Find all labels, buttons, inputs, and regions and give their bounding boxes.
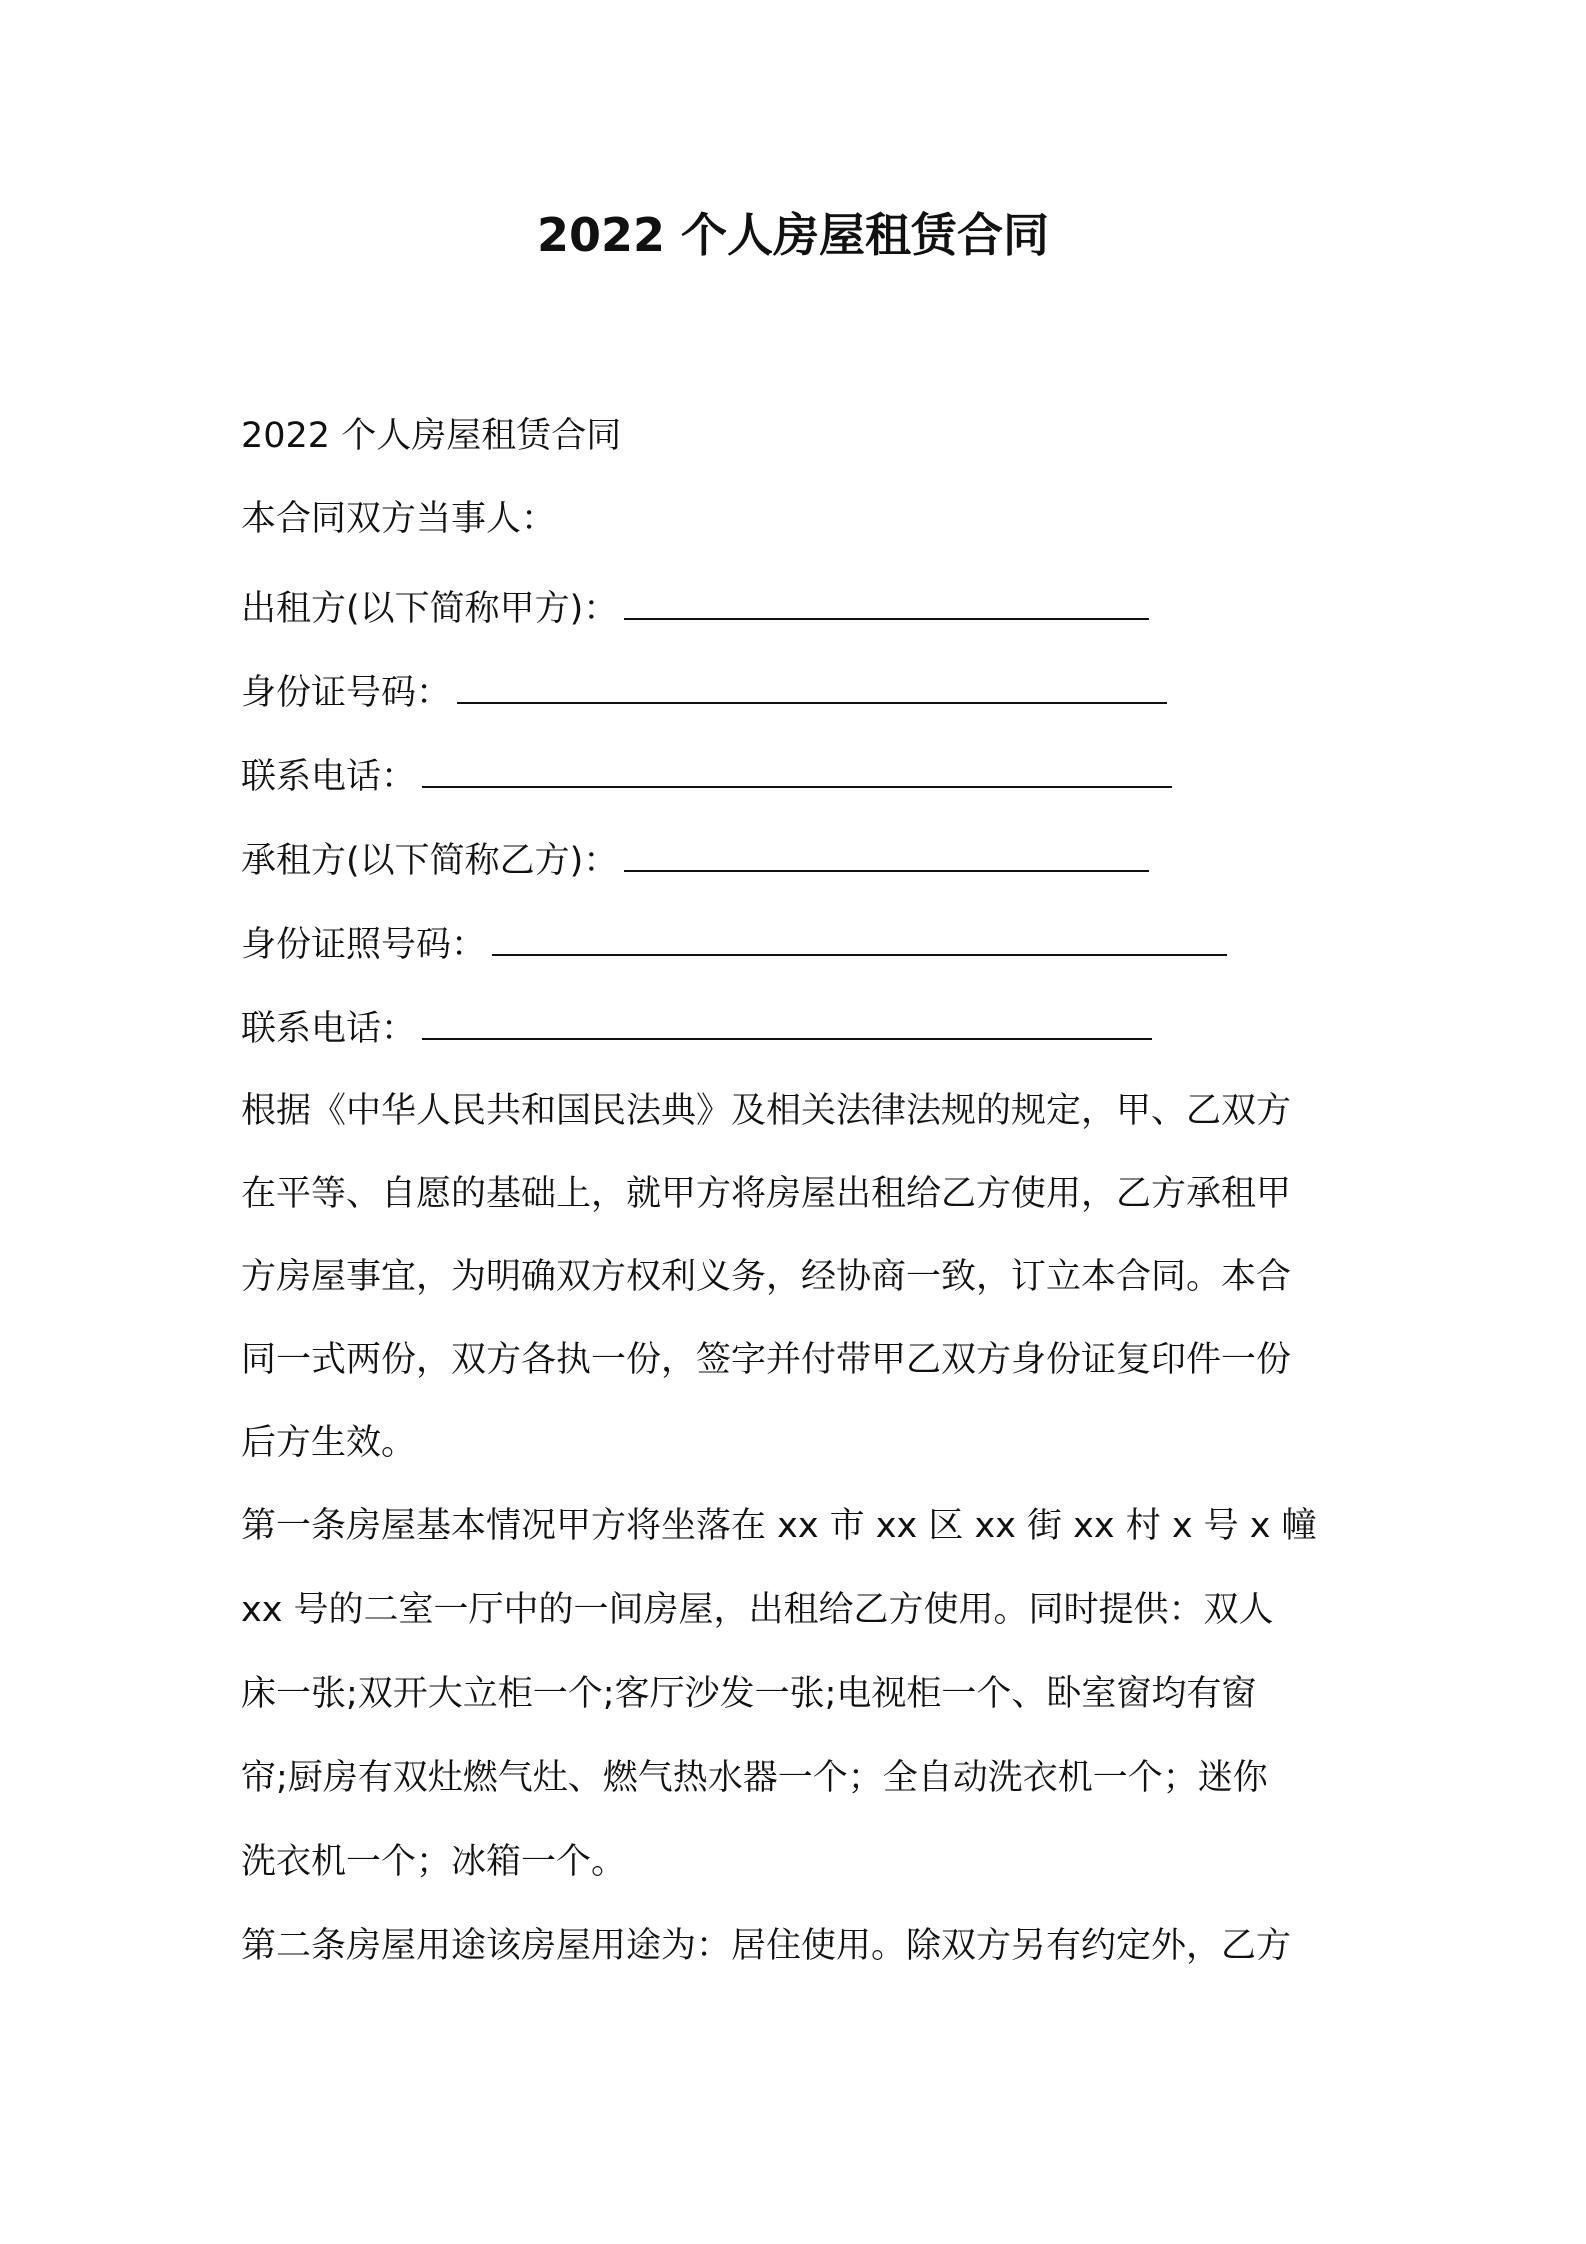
document-subtitle: 2022 个人房屋租赁合同 bbox=[241, 416, 622, 456]
field-blank[interactable] bbox=[457, 676, 1167, 704]
article-1-line: xx 号的二室一厅中的一间房屋，出租给乙方使用。同时提供：双人 bbox=[241, 1590, 1274, 1630]
preamble-line: 方房屋事宜，为明确双方权利义务，经协商一致，订立本合同。本合 bbox=[241, 1257, 1292, 1297]
field-label: 身份证号码： bbox=[241, 673, 452, 713]
preamble-line: 同一式两份，双方各执一份，签字并付带甲乙双方身份证复印件一份 bbox=[241, 1340, 1292, 1380]
page-title: 2022 个人房屋租赁合同 bbox=[536, 208, 1050, 262]
field-lessor bbox=[241, 588, 1149, 630]
preamble-line: 后方生效。 bbox=[241, 1423, 417, 1463]
field-lessor-id bbox=[241, 672, 1167, 714]
field-label: 联系电话： bbox=[241, 757, 417, 797]
field-blank[interactable] bbox=[422, 1012, 1152, 1040]
field-lessee bbox=[241, 840, 1149, 882]
field-lessor-phone bbox=[241, 756, 1172, 798]
field-label: 身份证照号码： bbox=[241, 925, 487, 965]
field-label: 出租方(以下简称甲方)： bbox=[241, 589, 619, 629]
field-blank[interactable] bbox=[624, 592, 1149, 620]
preamble-line: 在平等、自愿的基础上，就甲方将房屋出租给乙方使用，乙方承租甲 bbox=[241, 1174, 1292, 1214]
field-blank[interactable] bbox=[492, 928, 1227, 956]
article-2-line: 第二条房屋用途该房屋用途为：居住使用。除双方另有约定外，乙方 bbox=[241, 1926, 1292, 1966]
parties-heading: 本合同双方当事人： bbox=[241, 499, 557, 539]
article-1-line: 第一条房屋基本情况甲方将坐落在 xx 市 xx 区 xx 街 xx 村 x 号 x 幢 bbox=[241, 1506, 1317, 1546]
article-1-line: 床一张;双开大立柜一个;客厅沙发一张;电视柜一个、卧室窗均有窗 bbox=[241, 1674, 1257, 1714]
field-label: 联系电话： bbox=[241, 1009, 417, 1049]
field-blank[interactable] bbox=[422, 760, 1172, 788]
article-1-line: 洗衣机一个；冰箱一个。 bbox=[241, 1842, 627, 1882]
field-blank[interactable] bbox=[624, 844, 1149, 872]
field-lessee-phone bbox=[241, 1008, 1152, 1050]
field-label: 承租方(以下简称乙方)： bbox=[241, 841, 619, 881]
preamble-line: 根据《中华人民共和国民法典》及相关法律法规的规定，甲、乙双方 bbox=[241, 1091, 1292, 1131]
field-lessee-id bbox=[241, 924, 1227, 966]
article-1-line: 帘;厨房有双灶燃气灶、燃气热水器一个；全自动洗衣机一个；迷你 bbox=[241, 1758, 1268, 1798]
